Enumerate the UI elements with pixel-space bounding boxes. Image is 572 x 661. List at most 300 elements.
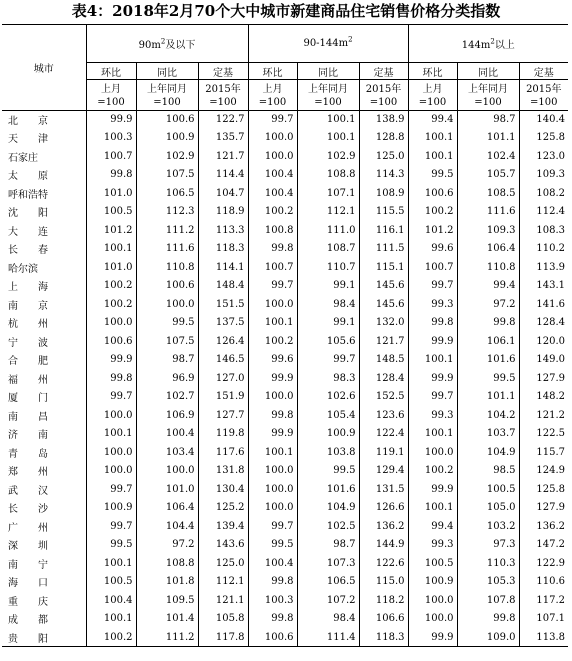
value-cell: 100.4 bbox=[136, 425, 198, 444]
value-cell: 118.9 bbox=[198, 203, 248, 222]
table-row bbox=[2, 610, 568, 629]
value-cell: 103.8 bbox=[297, 443, 359, 462]
base-prev-year: 上年同月 bbox=[457, 80, 519, 96]
value-cell: 123.6 bbox=[359, 406, 408, 425]
value-cell: 100.0 bbox=[408, 591, 457, 610]
city-cell: 上 海 bbox=[8, 282, 48, 294]
value-cell: 100.5 bbox=[457, 480, 519, 499]
value-cell: 121.7 bbox=[198, 147, 248, 166]
header-sub-row bbox=[2, 63, 568, 80]
value-cell: 117.6 bbox=[198, 443, 248, 462]
value-cell: 100.1 bbox=[408, 499, 457, 518]
group-header-medium: $90-144m^2$ bbox=[248, 25, 408, 63]
city-cell: 合 肥 bbox=[8, 356, 48, 368]
value-cell: 114.1 bbox=[198, 258, 248, 277]
value-cell: 111.6 bbox=[457, 203, 519, 222]
value-cell: 100.0 bbox=[248, 388, 297, 407]
value-cell: 143.6 bbox=[198, 536, 248, 555]
base-eq-100: =100 bbox=[198, 95, 248, 110]
value-cell: 99.9 bbox=[408, 628, 457, 647]
value-cell: 110.7 bbox=[297, 258, 359, 277]
value-cell: 129.4 bbox=[359, 462, 408, 481]
value-cell: 117.8 bbox=[198, 628, 248, 647]
value-cell: 99.1 bbox=[297, 277, 359, 296]
value-cell: 112.1 bbox=[297, 203, 359, 222]
value-cell: 151.9 bbox=[198, 388, 248, 407]
value-cell: 126.4 bbox=[198, 332, 248, 351]
value-cell: 106.9 bbox=[136, 406, 198, 425]
value-cell: 105.8 bbox=[198, 610, 248, 629]
value-cell: 152.5 bbox=[359, 388, 408, 407]
value-cell: 110.2 bbox=[519, 240, 568, 259]
value-cell: 99.7 bbox=[86, 388, 136, 407]
value-cell: 100.5 bbox=[86, 203, 136, 222]
city-cell: 呼和浩特 bbox=[8, 189, 48, 201]
value-cell: 98.7 bbox=[457, 110, 519, 129]
value-cell: 100.9 bbox=[297, 425, 359, 444]
value-cell: 101.8 bbox=[136, 573, 198, 592]
value-cell: 99.9 bbox=[408, 369, 457, 388]
base-eq-100: =100 bbox=[297, 95, 359, 110]
value-cell: 112.4 bbox=[519, 203, 568, 222]
value-cell: 99.7 bbox=[86, 517, 136, 536]
value-cell: 99.7 bbox=[248, 277, 297, 296]
value-cell: 122.7 bbox=[198, 110, 248, 129]
value-cell: 119.1 bbox=[359, 443, 408, 462]
value-cell: 100.0 bbox=[248, 480, 297, 499]
value-cell: 99.4 bbox=[457, 277, 519, 296]
value-cell: 151.5 bbox=[198, 295, 248, 314]
value-cell: 101.2 bbox=[408, 221, 457, 240]
value-cell: 100.3 bbox=[248, 591, 297, 610]
value-cell: 100.1 bbox=[86, 425, 136, 444]
city-cell: 贵 阳 bbox=[2, 628, 86, 647]
value-cell: 101.1 bbox=[457, 129, 519, 148]
value-cell: 110.8 bbox=[136, 258, 198, 277]
value-cell: 131.8 bbox=[198, 462, 248, 481]
value-cell: 148.4 bbox=[198, 277, 248, 296]
value-cell: 121.7 bbox=[359, 332, 408, 351]
value-cell: 99.8 bbox=[408, 314, 457, 333]
city-cell: 天 津 bbox=[8, 134, 48, 146]
value-cell: 98.3 bbox=[297, 369, 359, 388]
value-cell: 96.9 bbox=[136, 369, 198, 388]
value-cell: 128.8 bbox=[359, 129, 408, 148]
value-cell: 127.7 bbox=[198, 406, 248, 425]
value-cell: 101.1 bbox=[457, 388, 519, 407]
base-2015: 2015年 bbox=[359, 80, 408, 96]
value-cell: 108.8 bbox=[297, 166, 359, 185]
value-cell: 100.0 bbox=[136, 462, 198, 481]
table-row bbox=[2, 536, 568, 555]
value-cell: 106.1 bbox=[457, 332, 519, 351]
value-cell: 114.4 bbox=[198, 166, 248, 185]
value-cell: 128.4 bbox=[519, 314, 568, 333]
table-body bbox=[2, 110, 568, 647]
value-cell: 140.4 bbox=[519, 110, 568, 129]
table-row bbox=[2, 499, 568, 518]
value-cell: 103.4 bbox=[136, 443, 198, 462]
city-header: 城市 bbox=[2, 25, 86, 111]
value-cell: 99.9 bbox=[248, 369, 297, 388]
value-cell: 100.6 bbox=[136, 110, 198, 129]
sub-yoy-1: 同比 bbox=[136, 63, 198, 80]
value-cell: 99.7 bbox=[408, 388, 457, 407]
city-cell: 杭 州 bbox=[8, 319, 48, 331]
value-cell: 136.2 bbox=[359, 517, 408, 536]
value-cell: 144.9 bbox=[359, 536, 408, 555]
value-cell: 121.1 bbox=[198, 591, 248, 610]
value-cell: 109.3 bbox=[457, 221, 519, 240]
value-cell: 122.4 bbox=[359, 425, 408, 444]
value-cell: 100.0 bbox=[248, 295, 297, 314]
value-cell: 108.9 bbox=[359, 184, 408, 203]
value-cell: 101.0 bbox=[136, 480, 198, 499]
value-cell: 108.5 bbox=[457, 184, 519, 203]
value-cell: 147.2 bbox=[519, 536, 568, 555]
value-cell: 101.4 bbox=[136, 610, 198, 629]
value-cell: 100.1 bbox=[248, 443, 297, 462]
value-cell: 100.0 bbox=[86, 462, 136, 481]
table-row bbox=[2, 591, 568, 610]
value-cell: 98.7 bbox=[297, 536, 359, 555]
base-2015: 2015年 bbox=[519, 80, 568, 96]
value-cell: 100.0 bbox=[248, 462, 297, 481]
value-cell: 99.8 bbox=[248, 406, 297, 425]
value-cell: 138.9 bbox=[359, 110, 408, 129]
value-cell: 99.7 bbox=[297, 351, 359, 370]
city-cell: 海 口 bbox=[8, 578, 48, 590]
value-cell: 99.1 bbox=[297, 314, 359, 333]
value-cell: 98.7 bbox=[136, 351, 198, 370]
value-cell: 99.9 bbox=[248, 425, 297, 444]
value-cell: 132.0 bbox=[359, 314, 408, 333]
value-cell: 127.9 bbox=[519, 369, 568, 388]
value-cell: 111.6 bbox=[136, 240, 198, 259]
value-cell: 99.9 bbox=[408, 480, 457, 499]
city-cell: 沈 阳 bbox=[8, 208, 48, 220]
value-cell: 125.0 bbox=[198, 554, 248, 573]
table-row bbox=[2, 628, 568, 647]
value-cell: 99.9 bbox=[408, 332, 457, 351]
header-base-row-1 bbox=[2, 80, 568, 96]
table-row bbox=[2, 258, 568, 277]
city-cell: 广 州 bbox=[8, 522, 48, 534]
value-cell: 111.0 bbox=[297, 221, 359, 240]
value-cell: 145.6 bbox=[359, 277, 408, 296]
base-eq-100: =100 bbox=[519, 95, 568, 110]
value-cell: 105.0 bbox=[457, 499, 519, 518]
value-cell: 108.3 bbox=[519, 221, 568, 240]
value-cell: 136.2 bbox=[519, 517, 568, 536]
value-cell: 118.2 bbox=[359, 591, 408, 610]
value-cell: 100.2 bbox=[248, 332, 297, 351]
base-prev-year: 上年同月 bbox=[297, 80, 359, 96]
value-cell: 100.6 bbox=[248, 628, 297, 647]
city-cell: 济 南 bbox=[8, 430, 48, 442]
value-cell: 99.5 bbox=[86, 536, 136, 555]
table-row bbox=[2, 147, 568, 166]
city-cell: 太 原 bbox=[8, 171, 48, 183]
value-cell: 100.4 bbox=[86, 591, 136, 610]
value-cell: 102.6 bbox=[297, 388, 359, 407]
value-cell: 99.7 bbox=[248, 517, 297, 536]
value-cell: 100.1 bbox=[408, 129, 457, 148]
value-cell: 111.2 bbox=[136, 221, 198, 240]
value-cell: 98.5 bbox=[457, 462, 519, 481]
sub-fixed-1: 定基 bbox=[198, 63, 248, 80]
value-cell: 107.5 bbox=[136, 166, 198, 185]
value-cell: 108.8 bbox=[136, 554, 198, 573]
value-cell: 120.0 bbox=[519, 332, 568, 351]
value-cell: 97.3 bbox=[457, 536, 519, 555]
value-cell: 149.0 bbox=[519, 351, 568, 370]
value-cell: 100.7 bbox=[248, 258, 297, 277]
value-cell: 113.8 bbox=[519, 628, 568, 647]
value-cell: 99.4 bbox=[408, 110, 457, 129]
base-prev-year: 上年同月 bbox=[136, 80, 198, 96]
value-cell: 121.2 bbox=[519, 406, 568, 425]
table-row bbox=[2, 406, 568, 425]
sub-yoy-2: 同比 bbox=[297, 63, 359, 80]
value-cell: 99.3 bbox=[408, 406, 457, 425]
value-cell: 110.3 bbox=[457, 554, 519, 573]
value-cell: 99.7 bbox=[408, 277, 457, 296]
value-cell: 100.9 bbox=[86, 499, 136, 518]
value-cell: 100.2 bbox=[86, 628, 136, 647]
value-cell: 97.2 bbox=[457, 295, 519, 314]
value-cell: 99.3 bbox=[408, 536, 457, 555]
value-cell: 106.4 bbox=[457, 240, 519, 259]
value-cell: 115.7 bbox=[519, 443, 568, 462]
value-cell: 109.5 bbox=[136, 591, 198, 610]
value-cell: 100.6 bbox=[408, 184, 457, 203]
table-row bbox=[2, 443, 568, 462]
base-prev-month: 上月 bbox=[248, 80, 297, 96]
table-row bbox=[2, 480, 568, 499]
value-cell: 118.3 bbox=[198, 240, 248, 259]
value-cell: 100.1 bbox=[86, 240, 136, 259]
value-cell: 100.0 bbox=[86, 443, 136, 462]
value-cell: 119.8 bbox=[198, 425, 248, 444]
value-cell: 107.2 bbox=[297, 591, 359, 610]
value-cell: 99.8 bbox=[457, 314, 519, 333]
value-cell: 100.9 bbox=[136, 129, 198, 148]
value-cell: 100.4 bbox=[248, 184, 297, 203]
value-cell: 103.7 bbox=[457, 425, 519, 444]
table-row bbox=[2, 129, 568, 148]
table-row bbox=[2, 332, 568, 351]
value-cell: 122.6 bbox=[359, 554, 408, 573]
value-cell: 100.1 bbox=[86, 554, 136, 573]
base-eq-100: =100 bbox=[136, 95, 198, 110]
value-cell: 100.6 bbox=[86, 332, 136, 351]
base-eq-100: =100 bbox=[457, 95, 519, 110]
value-cell: 124.9 bbox=[519, 462, 568, 481]
value-cell: 102.9 bbox=[297, 147, 359, 166]
value-cell: 99.3 bbox=[408, 295, 457, 314]
value-cell: 127.0 bbox=[198, 369, 248, 388]
city-cell: 郑 州 bbox=[8, 467, 48, 479]
value-cell: 100.8 bbox=[248, 221, 297, 240]
value-cell: 104.2 bbox=[457, 406, 519, 425]
value-cell: 102.4 bbox=[457, 147, 519, 166]
value-cell: 100.0 bbox=[248, 129, 297, 148]
sub-mom-3: 环比 bbox=[408, 63, 457, 80]
sub-mom-1: 环比 bbox=[86, 63, 136, 80]
value-cell: 99.5 bbox=[136, 314, 198, 333]
value-cell: 125.8 bbox=[519, 480, 568, 499]
value-cell: 100.2 bbox=[86, 277, 136, 296]
city-cell: 深 圳 bbox=[8, 541, 48, 553]
value-cell: 99.8 bbox=[86, 369, 136, 388]
value-cell: 108.7 bbox=[297, 240, 359, 259]
table-row bbox=[2, 462, 568, 481]
value-cell: 101.0 bbox=[86, 184, 136, 203]
group-header-small: $90m^2$及以下 bbox=[86, 25, 248, 63]
value-cell: 125.8 bbox=[519, 129, 568, 148]
value-cell: 99.9 bbox=[86, 110, 136, 129]
value-cell: 98.4 bbox=[297, 295, 359, 314]
value-cell: 112.1 bbox=[198, 573, 248, 592]
value-cell: 102.5 bbox=[297, 517, 359, 536]
table-row bbox=[2, 369, 568, 388]
value-cell: 99.6 bbox=[408, 240, 457, 259]
value-cell: 100.6 bbox=[136, 277, 198, 296]
base-eq-100: =100 bbox=[248, 95, 297, 110]
value-cell: 103.2 bbox=[457, 517, 519, 536]
value-cell: 106.5 bbox=[136, 184, 198, 203]
value-cell: 100.0 bbox=[86, 314, 136, 333]
value-cell: 100.1 bbox=[86, 610, 136, 629]
sub-yoy-3: 同比 bbox=[457, 63, 519, 80]
city-cell: 南 京 bbox=[8, 300, 48, 312]
city-cell: 大 连 bbox=[8, 226, 48, 238]
value-cell: 115.5 bbox=[359, 203, 408, 222]
city-cell: 长 沙 bbox=[8, 504, 48, 516]
value-cell: 107.8 bbox=[457, 591, 519, 610]
value-cell: 100.2 bbox=[408, 462, 457, 481]
value-cell: 100.4 bbox=[248, 554, 297, 573]
value-cell: 99.8 bbox=[457, 610, 519, 629]
value-cell: 99.7 bbox=[86, 480, 136, 499]
value-cell: 145.6 bbox=[359, 295, 408, 314]
value-cell: 105.4 bbox=[297, 406, 359, 425]
value-cell: 148.5 bbox=[359, 351, 408, 370]
city-cell: 青 岛 bbox=[8, 448, 48, 460]
value-cell: 99.5 bbox=[248, 536, 297, 555]
value-cell: 122.9 bbox=[519, 554, 568, 573]
table-row bbox=[2, 295, 568, 314]
group-header-large: $144m^2$以上 bbox=[408, 25, 568, 63]
value-cell: 100.5 bbox=[86, 573, 136, 592]
base-eq-100: =100 bbox=[359, 95, 408, 110]
value-cell: 104.7 bbox=[198, 184, 248, 203]
table-row bbox=[2, 351, 568, 370]
value-cell: 100.0 bbox=[408, 610, 457, 629]
value-cell: 148.2 bbox=[519, 388, 568, 407]
value-cell: 127.9 bbox=[519, 499, 568, 518]
header-base-row-2 bbox=[2, 95, 568, 110]
table-row bbox=[2, 240, 568, 259]
table-row bbox=[2, 110, 568, 129]
table-row bbox=[2, 388, 568, 407]
city-cell: 南 昌 bbox=[8, 411, 48, 423]
value-cell: 98.4 bbox=[297, 610, 359, 629]
value-cell: 99.8 bbox=[248, 610, 297, 629]
value-cell: 101.6 bbox=[297, 480, 359, 499]
value-cell: 100.1 bbox=[408, 425, 457, 444]
value-cell: 100.7 bbox=[408, 258, 457, 277]
table-row bbox=[2, 554, 568, 573]
table-row bbox=[2, 166, 568, 185]
city-cell: 重 庆 bbox=[8, 596, 48, 608]
city-cell: 武 汉 bbox=[8, 485, 48, 497]
value-cell: 117.2 bbox=[519, 591, 568, 610]
value-cell: 106.5 bbox=[297, 573, 359, 592]
value-cell: 107.5 bbox=[136, 332, 198, 351]
value-cell: 122.5 bbox=[519, 425, 568, 444]
value-cell: 111.4 bbox=[297, 628, 359, 647]
value-cell: 107.1 bbox=[519, 610, 568, 629]
value-cell: 102.7 bbox=[136, 388, 198, 407]
value-cell: 118.3 bbox=[359, 628, 408, 647]
value-cell: 107.1 bbox=[297, 184, 359, 203]
value-cell: 146.5 bbox=[198, 351, 248, 370]
value-cell: 115.0 bbox=[359, 573, 408, 592]
value-cell: 110.8 bbox=[457, 258, 519, 277]
value-cell: 97.2 bbox=[136, 536, 198, 555]
sub-mom-2: 环比 bbox=[248, 63, 297, 80]
sub-fixed-3: 定基 bbox=[519, 63, 568, 80]
base-prev-month: 上月 bbox=[86, 80, 136, 96]
value-cell: 114.3 bbox=[359, 166, 408, 185]
table-row bbox=[2, 184, 568, 203]
table-title: 表4：2018年2月70个大中城市新建商品住宅销售价格分类指数 bbox=[71, 2, 501, 20]
value-cell: 125.0 bbox=[359, 147, 408, 166]
value-cell: 112.3 bbox=[136, 203, 198, 222]
value-cell: 106.6 bbox=[359, 610, 408, 629]
value-cell: 105.3 bbox=[457, 573, 519, 592]
value-cell: 99.5 bbox=[297, 462, 359, 481]
value-cell: 100.0 bbox=[136, 295, 198, 314]
value-cell: 105.6 bbox=[297, 332, 359, 351]
value-cell: 137.5 bbox=[198, 314, 248, 333]
value-cell: 115.1 bbox=[359, 258, 408, 277]
table-row bbox=[2, 573, 568, 592]
value-cell: 109.3 bbox=[519, 166, 568, 185]
value-cell: 105.7 bbox=[457, 166, 519, 185]
value-cell: 100.1 bbox=[408, 351, 457, 370]
value-cell: 101.0 bbox=[86, 258, 136, 277]
price-index-table bbox=[2, 24, 568, 647]
value-cell: 110.6 bbox=[519, 573, 568, 592]
value-cell: 113.3 bbox=[198, 221, 248, 240]
city-cell: 长 春 bbox=[8, 245, 48, 257]
value-cell: 99.5 bbox=[408, 166, 457, 185]
city-cell: 北 京 bbox=[8, 116, 48, 127]
value-cell: 111.2 bbox=[136, 628, 198, 647]
city-cell: 宁 波 bbox=[8, 337, 48, 349]
value-cell: 99.9 bbox=[86, 351, 136, 370]
value-cell: 99.8 bbox=[248, 573, 297, 592]
value-cell: 109.0 bbox=[457, 628, 519, 647]
value-cell: 100.4 bbox=[248, 166, 297, 185]
table-row bbox=[2, 203, 568, 222]
value-cell: 141.6 bbox=[519, 295, 568, 314]
value-cell: 99.8 bbox=[248, 240, 297, 259]
base-eq-100: =100 bbox=[86, 95, 136, 110]
